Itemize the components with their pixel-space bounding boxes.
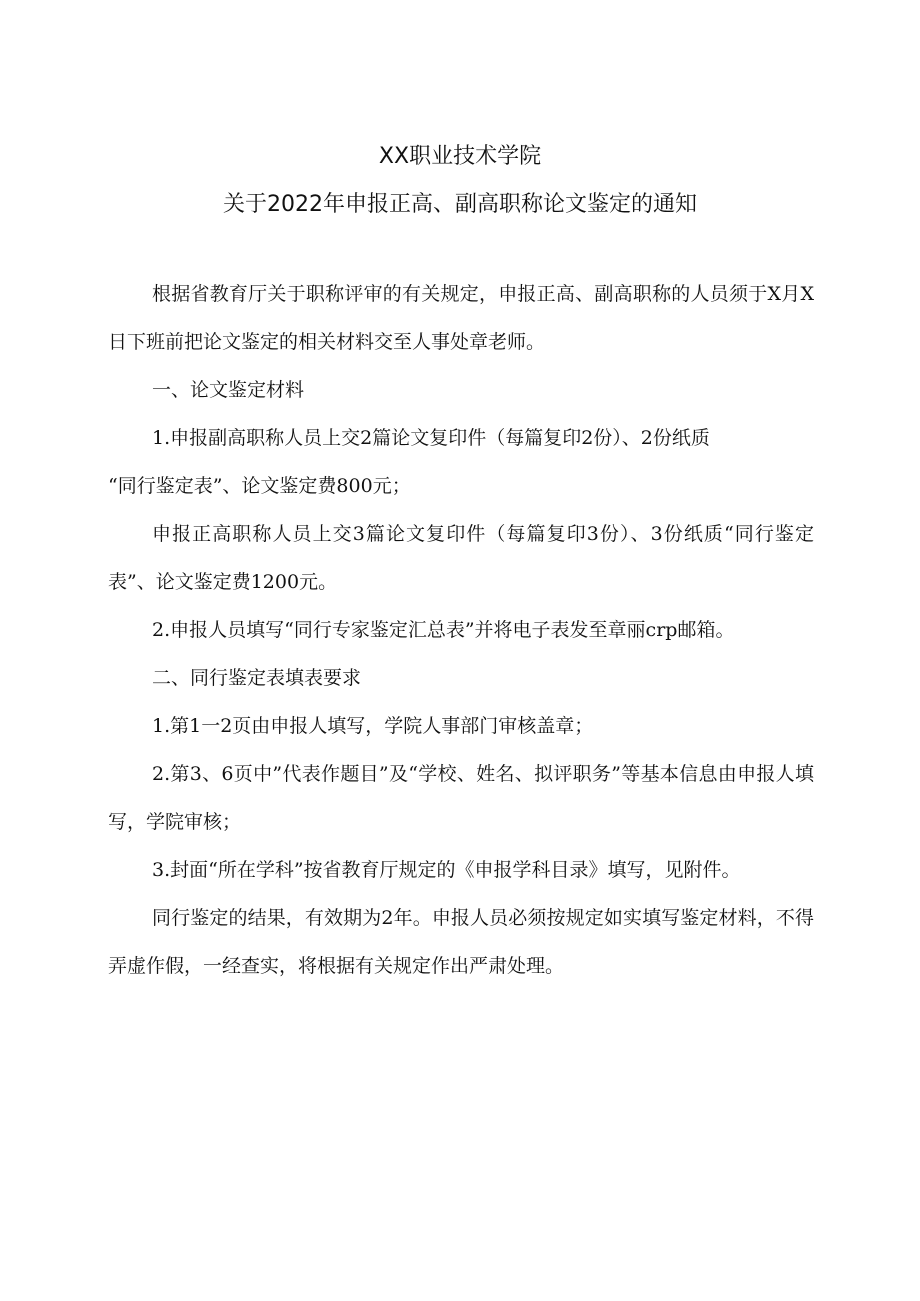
- list-item-requirement-1: 1.第1一2页由申报人填写，学院人事部门审核盖章；: [152, 715, 594, 737]
- document-body: [108, 270, 814, 990]
- paragraph-senior-title-materials: 申报正高职称人员上交3篇论文复印件（每篇复印3份）、3份纸质“同行鉴定表”、论文鉴定费1200元。: [108, 523, 814, 593]
- list-item-requirement-2: 2.第3、6页中”代表作题目”及“学校、姓名、拟评职务”等基本信息由申报人填写，学院审核；: [108, 763, 814, 833]
- title-notice: 关于2022年申报正高、副高职称论文鉴定的通知: [223, 192, 697, 217]
- list-item-requirement-3: 3.封面“所在学科”按省教育厅规定的《申报学科目录》填写，见附件。: [152, 859, 741, 881]
- list-item-materials-1: 1.申报副高职称人员上交2篇论文复印件（每篇复印2份）、2份纸质: [152, 427, 710, 449]
- list-item-materials-1-continued: “同行鉴定表”、论文鉴定费800元；: [108, 475, 411, 497]
- paragraph-closing: 同行鉴定的结果，有效期为2年。申报人员必须按规定如实填写鉴定材料，不得弄虚作假，一经查实，将根据有关规定作出严肃处理。: [108, 907, 814, 977]
- section-heading-form-requirements: 二、同行鉴定表填表要求: [152, 667, 362, 689]
- paragraph-intro: 根据省教育厅关于职称评审的有关规定，申报正高、副高职称的人员须于X月X日下班前把论文鉴定的相关材料交至人事处章老师。: [108, 283, 814, 353]
- section-heading-materials: 一、论文鉴定材料: [152, 379, 305, 401]
- title-institution: XX职业技术学院: [378, 144, 542, 169]
- document-title: [0, 133, 920, 229]
- list-item-materials-2: 2.申报人员填写“同行专家鉴定汇总表”并将电子表发至章丽crp邮箱。: [152, 619, 735, 641]
